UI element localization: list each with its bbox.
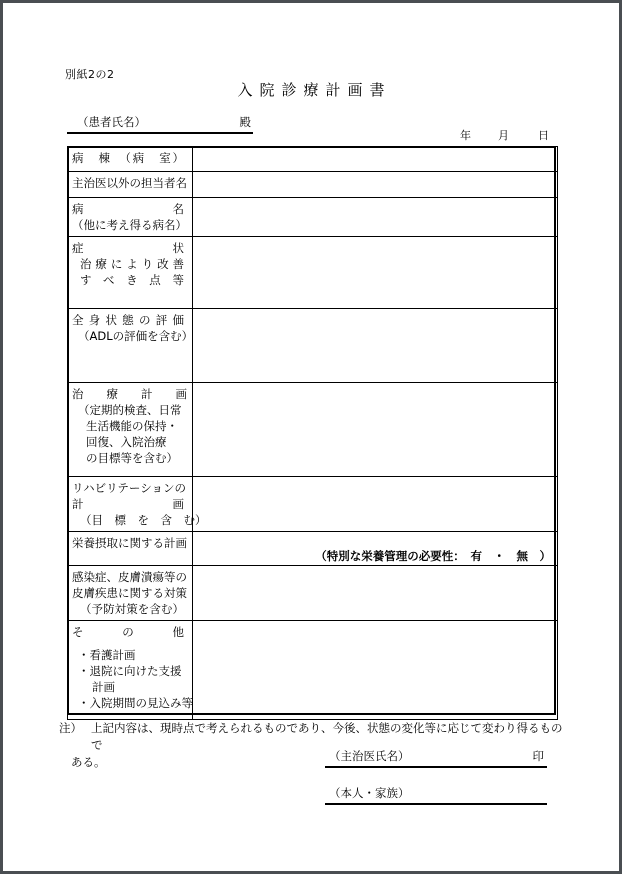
label-line: 感染症、皮膚潰瘍等の	[72, 570, 187, 584]
label-line: 病 棟 （病 室）	[72, 151, 184, 165]
label-line: すべき点等	[80, 273, 184, 287]
family-signature-label: （本人・家族）	[329, 786, 410, 800]
table-row	[68, 621, 558, 720]
label-line: 回復、入院治療	[86, 435, 167, 449]
table-row	[68, 383, 558, 477]
label-line: リハビリテーションの	[72, 481, 186, 495]
table-row	[68, 309, 558, 383]
patient-honorific: 殿	[239, 115, 251, 129]
row-value-other[interactable]	[193, 621, 558, 720]
table-row	[68, 147, 558, 172]
special-nutrition-management-note: （特別な栄養管理の必要性： 有 ・ 無 ）	[315, 549, 551, 563]
row-value-symptoms[interactable]	[193, 237, 558, 309]
row-value-nutrition[interactable]	[193, 532, 558, 566]
label-line: 皮膚疾患に関する対策	[72, 586, 187, 600]
document-page	[3, 3, 619, 871]
family-signature-field[interactable]	[325, 784, 547, 805]
label-line: （他に考え得る病名）	[72, 218, 187, 232]
table-row	[68, 477, 558, 532]
row-value-ward[interactable]	[193, 147, 558, 172]
note-marker: 注）	[59, 721, 82, 735]
seal-label: 印	[532, 749, 544, 763]
date-month-label: 月	[498, 129, 509, 142]
row-label-disease	[68, 198, 193, 237]
row-label-symptoms	[68, 237, 193, 309]
label-spacer	[72, 640, 192, 647]
label-line: 治 療 計 画	[72, 387, 187, 401]
doctor-signature-field[interactable]	[325, 747, 547, 768]
row-label-general-condition	[68, 309, 193, 383]
table-row	[68, 172, 558, 198]
row-label-nutrition	[68, 532, 193, 566]
label-line: 栄養摂取に関する計画	[72, 536, 187, 550]
label-line: 治療により改善	[80, 257, 184, 271]
label-line: ・入院期間の見込み等	[78, 696, 193, 710]
row-value-rehabilitation[interactable]	[193, 477, 558, 532]
row-value-general-condition[interactable]	[193, 309, 558, 383]
table-row	[68, 532, 558, 566]
patient-name-label: （患者氏名）	[77, 115, 146, 129]
date-field[interactable]	[458, 127, 557, 144]
row-label-rehabilitation	[68, 477, 207, 532]
label-line: 症 状	[72, 241, 184, 255]
label-line: ・退院に向けた支援	[78, 664, 182, 678]
table-row	[68, 198, 558, 237]
date-day-label: 日	[538, 129, 549, 142]
label-line: 計画	[92, 680, 115, 694]
document-reference-number: 別紙2の2	[65, 68, 115, 81]
date-year-label: 年	[460, 129, 471, 142]
table-row	[68, 237, 558, 309]
row-value-staff[interactable]	[193, 172, 558, 198]
row-value-infection[interactable]	[193, 566, 558, 621]
label-line: ・看護計画	[78, 648, 136, 662]
row-label-infection	[68, 566, 193, 621]
row-value-treatment-plan[interactable]	[193, 383, 558, 477]
care-plan-table	[67, 146, 558, 720]
row-label-treatment-plan	[68, 383, 193, 477]
label-line: 生活機能の保持・	[86, 419, 178, 433]
label-line: 計 画	[72, 497, 184, 511]
label-line: （予防対策を含む）	[80, 602, 184, 616]
row-label-other	[68, 621, 193, 720]
label-line: 主治医以外の担当者名	[72, 176, 187, 190]
label-line: の目標等を含む）	[86, 451, 178, 465]
note-line-2: ある。	[71, 755, 106, 769]
patient-name-field[interactable]	[67, 113, 253, 134]
row-label-staff	[68, 172, 193, 198]
row-value-disease[interactable]	[193, 198, 558, 237]
doctor-signature-label: （主治医氏名）	[329, 749, 410, 763]
label-line: 全身状態の評価	[72, 313, 184, 327]
table-row	[68, 566, 558, 621]
page-title: 入院診療計画書	[237, 81, 392, 99]
label-line: （定期的検査、日常	[78, 403, 182, 417]
label-line: 病 名	[72, 202, 184, 216]
row-label-ward	[68, 147, 193, 172]
label-line: （目 標 を 含 む）	[80, 513, 207, 527]
note-line-1: 上記内容は、現時点で考えられるものであり、今後、状態の変化等に応じて変わり得るもので	[91, 721, 563, 752]
label-line: そ の 他	[72, 625, 184, 639]
label-line: （ADLの評価を含む）	[78, 329, 194, 343]
